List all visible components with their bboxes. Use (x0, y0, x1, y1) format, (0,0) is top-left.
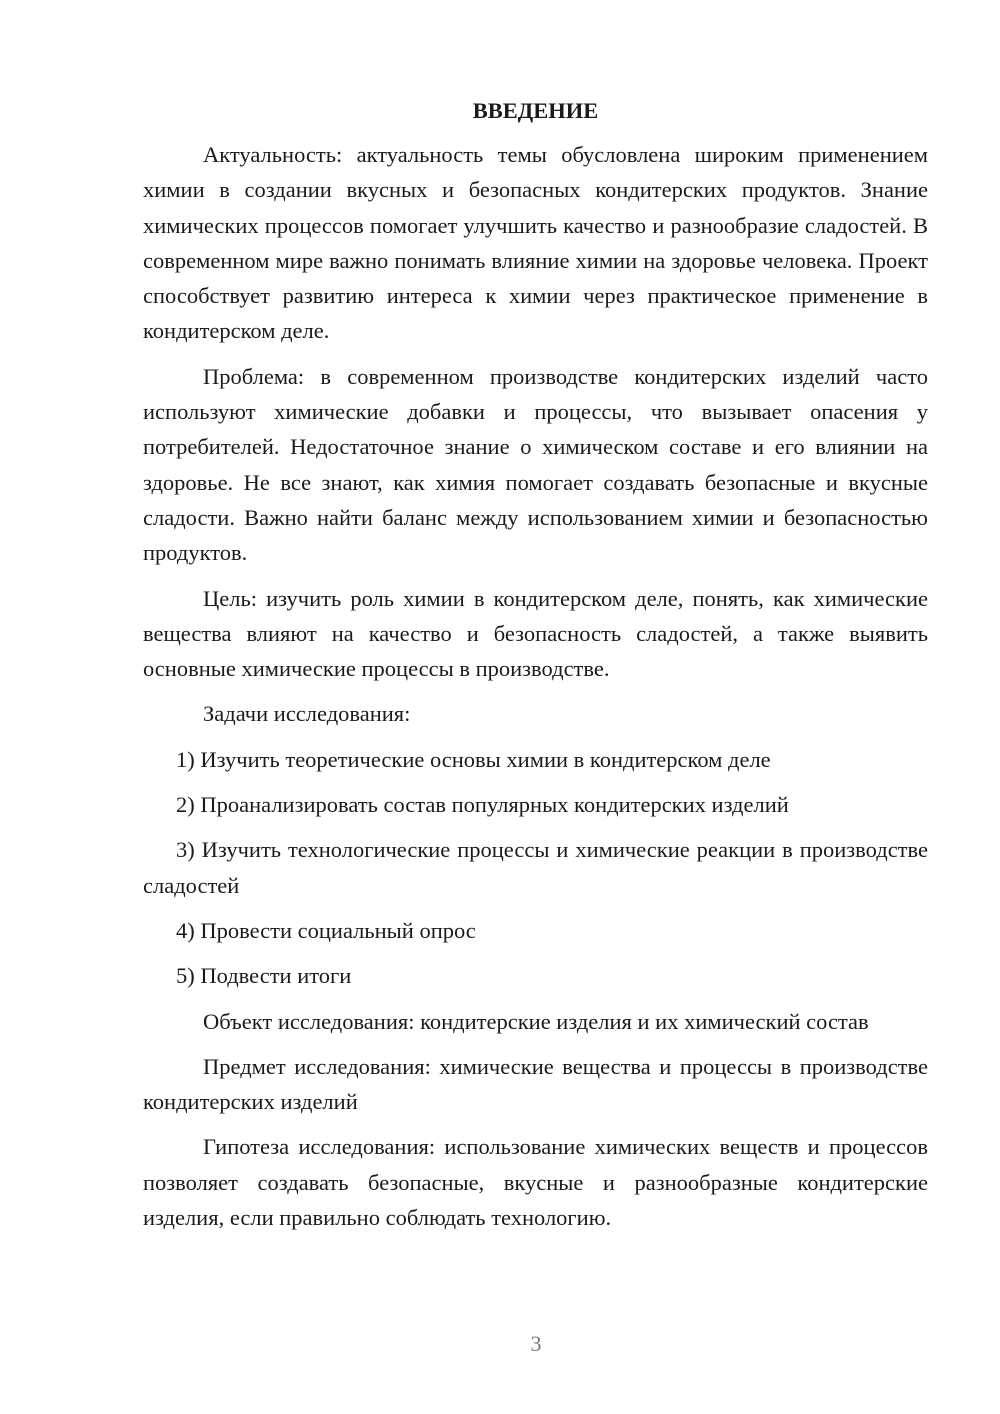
page-number: 3 (530, 1331, 542, 1356)
paragraph-object: Объект исследования: кондитерские изделия и их химический состав (203, 1008, 869, 1034)
paragraph-problem: Проблема: в современном производстве кондитерских изделий часто используют химические добавки и процессы, что вызывает опасения у потребителей. Недостаточное знание о химическом составе и его влиянии на здоровье. Не все знают, как химия помогает создавать безопасные и вкусные сладости. Важно найти баланс между использованием химии и безопасностью продуктов. (143, 363, 928, 566)
task-item-2: 2) Проанализировать состав популярных кондитерских изделий (176, 792, 789, 818)
task-item-3: 3) Изучить технологические процессы и химические реакции в производстве сладостей (143, 837, 928, 898)
page-body (143, 92, 928, 1245)
task-item-5: 5) Подвести итоги (176, 963, 352, 989)
paragraph-hypothesis: Гипотеза исследования: использование химических веществ и процессов позволяет создавать безопасные, вкусные и разнообразные кондитерские изделия, если правильно соблюдать технологию. (143, 1134, 928, 1231)
task-item-4: 4) Провести социальный опрос (176, 917, 476, 943)
paragraph-relevance: Актуальность: актуальность темы обусловлена широким применением химии в создании вкусных и безопасных кондитерских продуктов. Знание химических процессов помогает улучшить качество и разнообразие сладостей. В современном мире важно понимать влияние химии на здоровье человека. Проект способствует развитию интереса к химии через практическое применение в кондитерском деле. (143, 142, 928, 344)
task-item-1: 1) Изучить теоретические основы химии в кондитерском деле (176, 746, 771, 772)
tasks-heading: Задачи исследования: (203, 701, 411, 727)
section-title: ВВЕДЕНИЕ (472, 98, 599, 123)
paragraph-subject: Предмет исследования: химические вещества и процессы в производстве кондитерских изделий (143, 1053, 928, 1115)
paragraph-goal: Цель: изучить роль химии в кондитерском деле, понять, как химические вещества влияют на качество и безопасность сладостей, а также выявить основные химические процессы в производстве. (143, 585, 928, 682)
